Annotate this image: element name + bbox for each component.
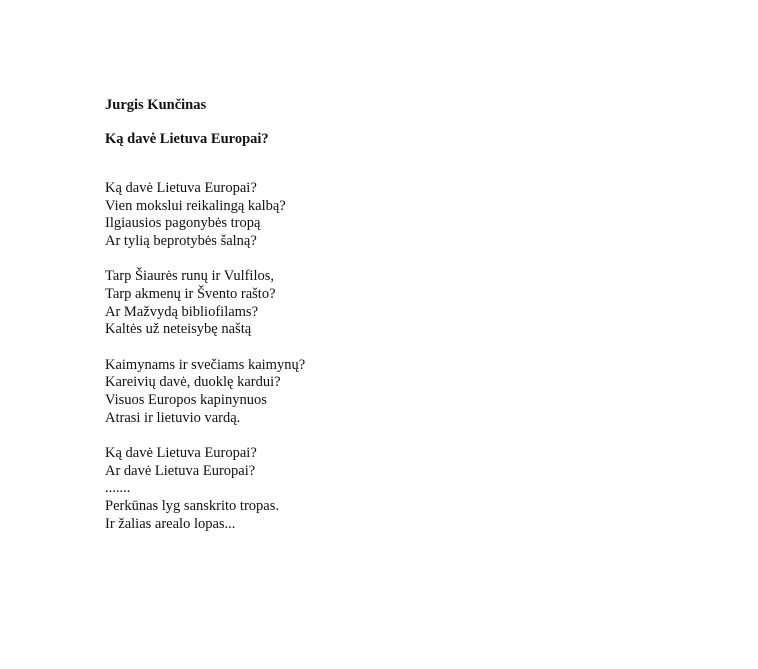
poem-line: ....... xyxy=(105,480,131,497)
poem-line: Tarp akmenų ir Švento rašto? xyxy=(105,286,276,303)
poem-line: Ką davė Lietuva Europai? xyxy=(105,444,257,461)
poem-line: Atrasi ir lietuvio vardą. xyxy=(105,409,241,426)
poem-line: Kareivių davė, duoklę kardui? xyxy=(105,374,281,391)
poem-line: Tarp Šiaurės runų ir Vulfilos, xyxy=(105,268,275,285)
poem-body xyxy=(105,180,305,551)
stanza-2 xyxy=(105,268,305,339)
author-name: Jurgis Kunčinas xyxy=(105,97,207,113)
poem-line: Visuos Europos kapinynuos xyxy=(105,392,267,409)
poem-line: Ir žalias arealo lopas... xyxy=(105,515,236,532)
poem-line: Ką davė Lietuva Europai? xyxy=(105,180,257,196)
poem-line: Perkūnas lyg sanskrito tropas. xyxy=(105,498,279,515)
poem-line: Ar tylią beprotybės šalną? xyxy=(105,233,257,250)
poem-line: Kaltės už neteisybę naštą xyxy=(105,321,252,338)
poem-line: Ar davė Lietuva Europai? xyxy=(105,462,256,479)
stanza-3 xyxy=(105,357,305,428)
stanza-1 xyxy=(105,180,305,251)
poem-line: Vien mokslui reikalingą kalbą? xyxy=(105,197,286,214)
stanza-4 xyxy=(105,445,305,534)
poem-line: Kaimynams ir svečiams kaimynų? xyxy=(105,356,306,373)
poem-title: Ką davė Lietuva Europai? xyxy=(105,131,269,147)
poem-line: Ar Mažvydą bibliofilams? xyxy=(105,303,259,320)
poem-line: Ilgiausios pagonybės tropą xyxy=(105,215,261,232)
